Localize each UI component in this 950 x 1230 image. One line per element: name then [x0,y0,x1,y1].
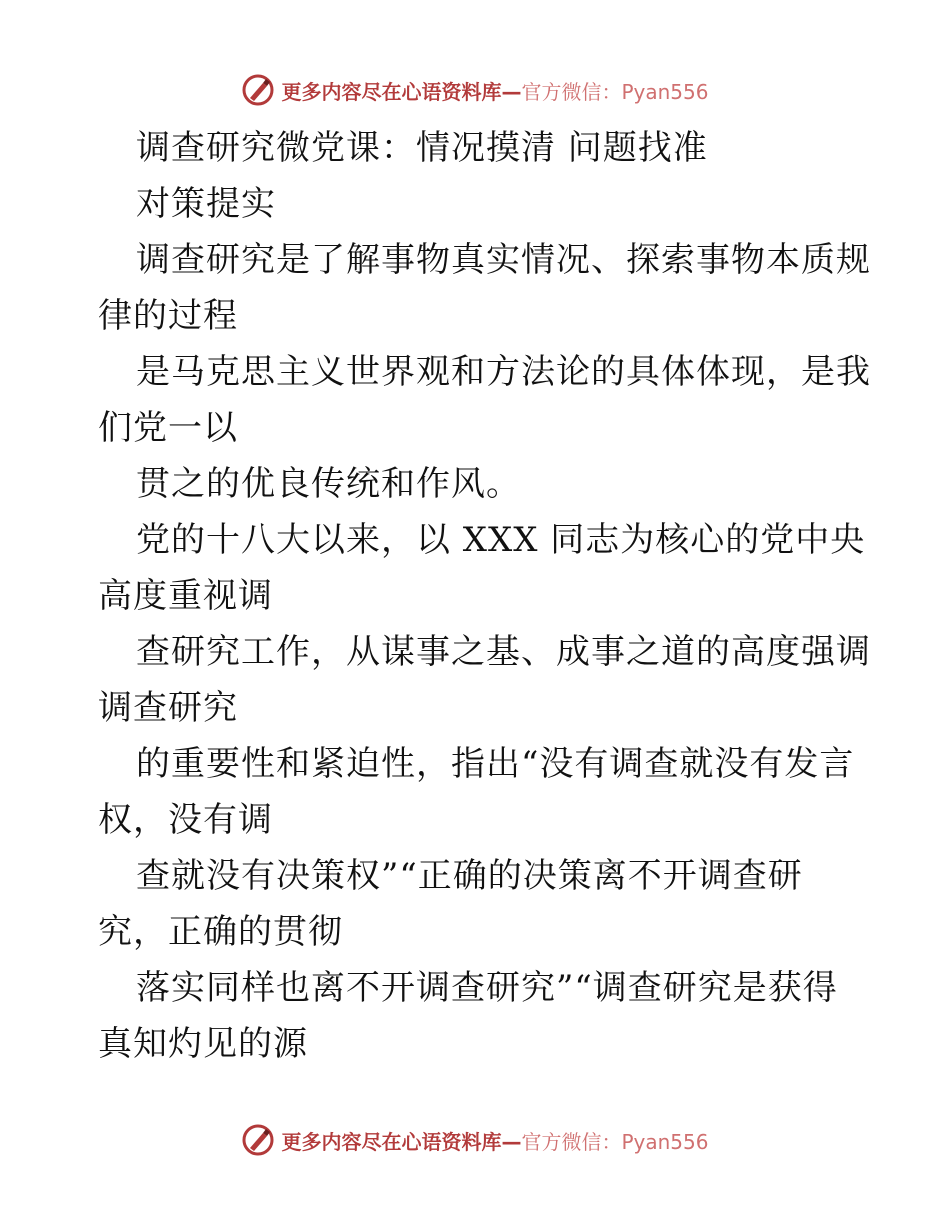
paragraph-line: 高度重视调 [98,576,273,616]
banner-contact: 官方微信：Pyan556 [521,79,709,104]
paragraph-line: 的重要性和紧迫性，指出“没有调查就没有发言 [136,744,855,784]
paragraph-line: 们党一以 [98,408,238,448]
paragraph-line: 律的过程 [98,296,238,336]
paragraph-line: 是马克思主义世界观和方法论的具体体现，是我 [136,352,871,392]
paragraph-line: 落实同样也离不开调查研究”“调查研究是获得 [136,968,838,1008]
paragraph-line: 查就没有决策权”“正确的决策离不开调查研 [136,856,803,896]
paragraph-line: 查研究工作，从谋事之基、成事之道的高度强调 [136,632,871,672]
pen-logo-icon [241,73,275,107]
document-body [98,120,871,1072]
banner-contact: 官方微信：Pyan556 [521,1129,709,1154]
paragraph-line: 权，没有调 [98,800,273,840]
banner-text: 更多内容尽在心语资料库— [281,1129,522,1154]
footer-watermark-banner [0,1120,950,1160]
paragraph-line: 真知灼见的源 [98,1024,308,1064]
title-line-2: 对策提实 [136,184,276,224]
paragraph-line: 贯之的优良传统和作风。 [136,464,521,504]
paragraph-line: 调查研究 [98,688,238,728]
banner-text: 更多内容尽在心语资料库— [281,79,522,104]
header-watermark-banner [0,70,950,110]
paragraph-line: 究，正确的贯彻 [98,912,343,952]
paragraph-line: 党的十八大以来，以 XXX 同志为核心的党中央 [136,520,866,560]
title-line-1: 调查研究微党课：情况摸清 问题找准 [136,128,708,168]
pen-logo-icon [241,1123,275,1157]
paragraph-line: 调查研究是了解事物真实情况、探索事物本质规 [136,240,871,280]
